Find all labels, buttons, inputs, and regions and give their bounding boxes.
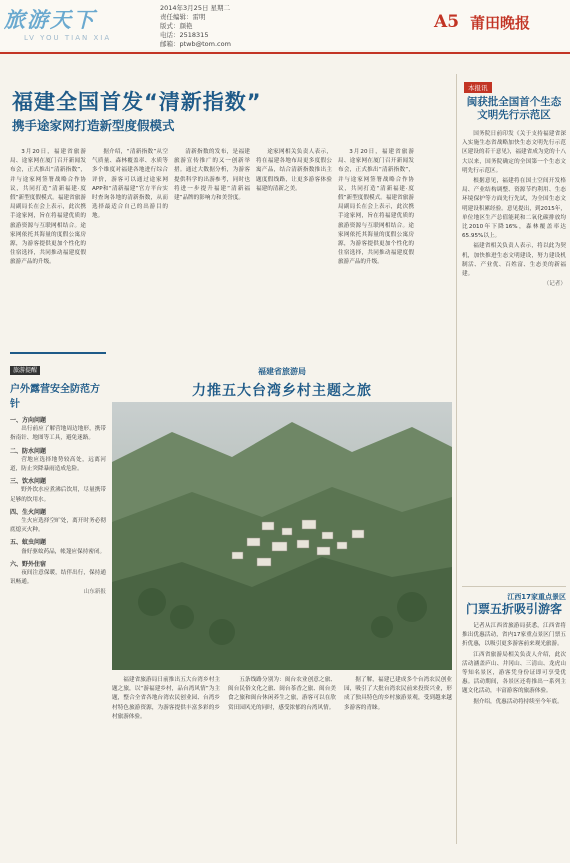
side-item-text: 野外饮水应煮沸后饮用，尽量携带足够的饮用水。 [10, 487, 106, 503]
photo-story-column-3 [344, 676, 452, 842]
page-number: A5 [434, 12, 460, 32]
right-divider [462, 586, 566, 587]
section-logo-text: 旅游天下 [4, 7, 96, 32]
side-box [10, 352, 106, 844]
side-item-text: 夜间注意保暖，结伴出行，保持通讯畅通。 [10, 570, 106, 586]
side-item-head: 四、生火问题 [10, 508, 47, 516]
right-story-author: （记者） [543, 281, 566, 288]
newspaper-name: 莆田晚报 [470, 14, 531, 32]
photo-story-column-2 [228, 676, 336, 842]
main-story-paragraph: 3月20日，福建省旅游局、途家网在厦门召开新闻发布会，正式推出“清新指数”，并与途家网签署战略合作协议，共同打造“清新福建·度假”新型度假模式。福建省旅游局副局长在会上表示，此次携手途家网，旨在将福建优质的旅游资源与互联网相结合。途家网依托其海量的度假公寓房源，为游客提供更加个性化的住宿选择，共同推动福建度假旅游产品的升级。 [338, 149, 414, 266]
proof-credit: 电话：2518315 [160, 31, 209, 39]
masthead-rule [0, 52, 570, 54]
email-credit: 邮箱：ptwb@tom.com [160, 40, 231, 48]
main-headline: 福建全国首发“清新指数” [12, 90, 262, 114]
side-item-head: 一、方向问题 [10, 417, 47, 424]
side-item-text: 备好驱蚊药品，帐篷应保持密闭。 [21, 548, 106, 555]
bottom-right-paragraph: 据介绍，优惠活动将持续至今年底。 [473, 698, 563, 705]
editor-credit: 责任编辑：雷明 [160, 13, 206, 21]
photo-story-column-1 [112, 676, 220, 842]
masthead-meta [160, 4, 231, 49]
right-story-body [462, 130, 566, 580]
mountain-village-photo [112, 402, 452, 670]
main-story-paragraph: 3月20日，福建省旅游局、途家网在厦门召开新闻发布会，正式推出“清新指数”，并与途家网签署战略合作协议，共同打造“清新福建·度假”新型度假模式。福建省旅游局副局长在会上表示，此次携手途家网，旨在将福建优质的旅游资源与互联网相结合。途家网依托其海量的度假公寓房源，为游客提供更加个性化的住宿选择，共同推动福建度假旅游产品的升级。 [10, 149, 86, 266]
side-item-head: 六、野外住宿 [10, 560, 47, 568]
main-story-column-2 [92, 148, 168, 348]
landscape-illustration [112, 402, 452, 670]
side-item-text: 营地应选择地势较高处，远离河道，防止突降暴雨造成危险。 [10, 456, 106, 473]
issue-date: 2014年3月25日 星期二 [160, 4, 231, 12]
photo-story-title: 力推五大台湾乡村主题之旅 [192, 383, 372, 399]
side-box-author: 山东新报 [83, 589, 106, 596]
main-story-column-1 [10, 148, 86, 348]
side-item-head: 二、防水问题 [10, 447, 47, 455]
main-story-column-3 [174, 148, 250, 348]
side-box-title: 户外露营安全防范方针 [10, 384, 100, 410]
main-story-paragraph: 据介绍，“清新指数”从空气质量、森林覆盖率、水质等多个维度对福建各地进行综合评价，游客可以通过途家网APP和“清新福建”官方平台实时查询各地的清新指数，从而选择最适合自己的出游目的地。 [92, 149, 168, 220]
photo-story-paragraph: 福建省旅游局日前推出五大台湾乡村主题之旅，以“游福建乡村，品台湾风情”为主题，整合全省各地台湾农民创业园、台湾乡村特色旅游资源，为游客提供丰富多彩的乡村旅游体验。 [112, 677, 220, 720]
side-box-body [10, 413, 106, 863]
photo-story-paragraph: 据了解，福建已建成多个台湾农民创业园，吸引了大批台湾农民前来投资兴业，形成了独具特色的乡村旅游景观，受到越来越多游客的青睐。 [344, 677, 452, 711]
bottom-right-paragraph: 记者从江西省旅游局获悉，江西省将推出优惠活动，省内17家重点景区门票五折优惠，以吸引更多游客前来观光旅游。 [462, 623, 566, 648]
column-divider [456, 74, 457, 844]
bottom-right-body [462, 622, 566, 842]
section-logo [4, 4, 154, 48]
section-logo-pinyin: LV YOU TIAN XIA [24, 34, 112, 42]
side-item-text: 生火应选择空旷处，离开时务必彻底熄灭火种。 [10, 518, 106, 534]
side-item-head: 五、蚊虫问题 [10, 539, 47, 547]
designer-credit: 版式：颜艳 [160, 22, 193, 30]
bottom-right-paragraph: 江西省旅游局相关负责人介绍，此次活动涵盖庐山、井冈山、三清山、龙虎山等知名景区，游客凭身份证即可享受优惠。活动期间，各景区还将推出一系列主题文化活动，丰富游客的旅游体验。 [462, 651, 566, 695]
bottom-right-title: 门票五折吸引游客 [465, 602, 562, 616]
right-story-paragraph: 福建省相关负责人表示，将以此为契机，加快推进生态文明建设，努力建设机制活、产业优、百姓富、生态美的新福建。 [462, 243, 566, 278]
bottom-right-kicker: 江西17家重点景区 [507, 593, 566, 601]
side-box-label: 旅游提醒 [10, 366, 40, 375]
side-item-head: 三、饮水问题 [10, 478, 47, 486]
right-story-paragraph: 根据意见，福建将在国土空间开发格局、产业结构调整、资源节约利用、生态环境保护等方面先行先试，为全国生态文明建设积累经验。意见提出，到2015年，单位地区生产总值能耗和二氧化碳排放均比2010年下降16%，森林覆盖率达65.95%以上。 [462, 178, 566, 240]
main-story-paragraph: 清新指数的发布，是福建旅游宣传推广的又一创新举措。通过大数据分析，为游客提供科学的出游参考，同时也将进一步提升福建“清新福建”品牌的影响力和美誉度。 [174, 149, 250, 202]
main-subhead: 携手途家网打造新型度假模式 [12, 118, 175, 133]
main-story-column-5 [338, 148, 414, 348]
side-item-text: 出行前应了解营地周边地形，携带指南针、地图等工具，避免迷路。 [10, 426, 106, 442]
right-story-paragraph: 国务院日前印发《关于支持福建省深入实施生态省战略加快生态文明先行示范区建设的若干意见》，福建省成为党的十八大以来，国务院确定的全国第一个生态文明先行示范区。 [462, 131, 566, 174]
photo-story-kicker: 福建省旅游局 [258, 367, 306, 376]
photo-story-paragraph: 五条线路分别为：闽台农业创意之旅、闽台民俗文化之旅、闽台茶香之旅、闽台美食之旅和闽台休闲养生之旅，游客可以在欣赏田园风光的同时，感受浓郁的台湾风情。 [228, 677, 336, 711]
right-story-headline: 闽获批全国首个生态文明先行示范区 [466, 96, 562, 121]
right-story-tag: 本报讯 [464, 82, 492, 93]
main-story-column-4 [256, 148, 332, 348]
main-story-paragraph: 途家网相关负责人表示，将在福建各地布局更多度假公寓产品，结合清新指数推出主题度假线路，让更多游客体验福建的清新之美。 [256, 149, 332, 192]
